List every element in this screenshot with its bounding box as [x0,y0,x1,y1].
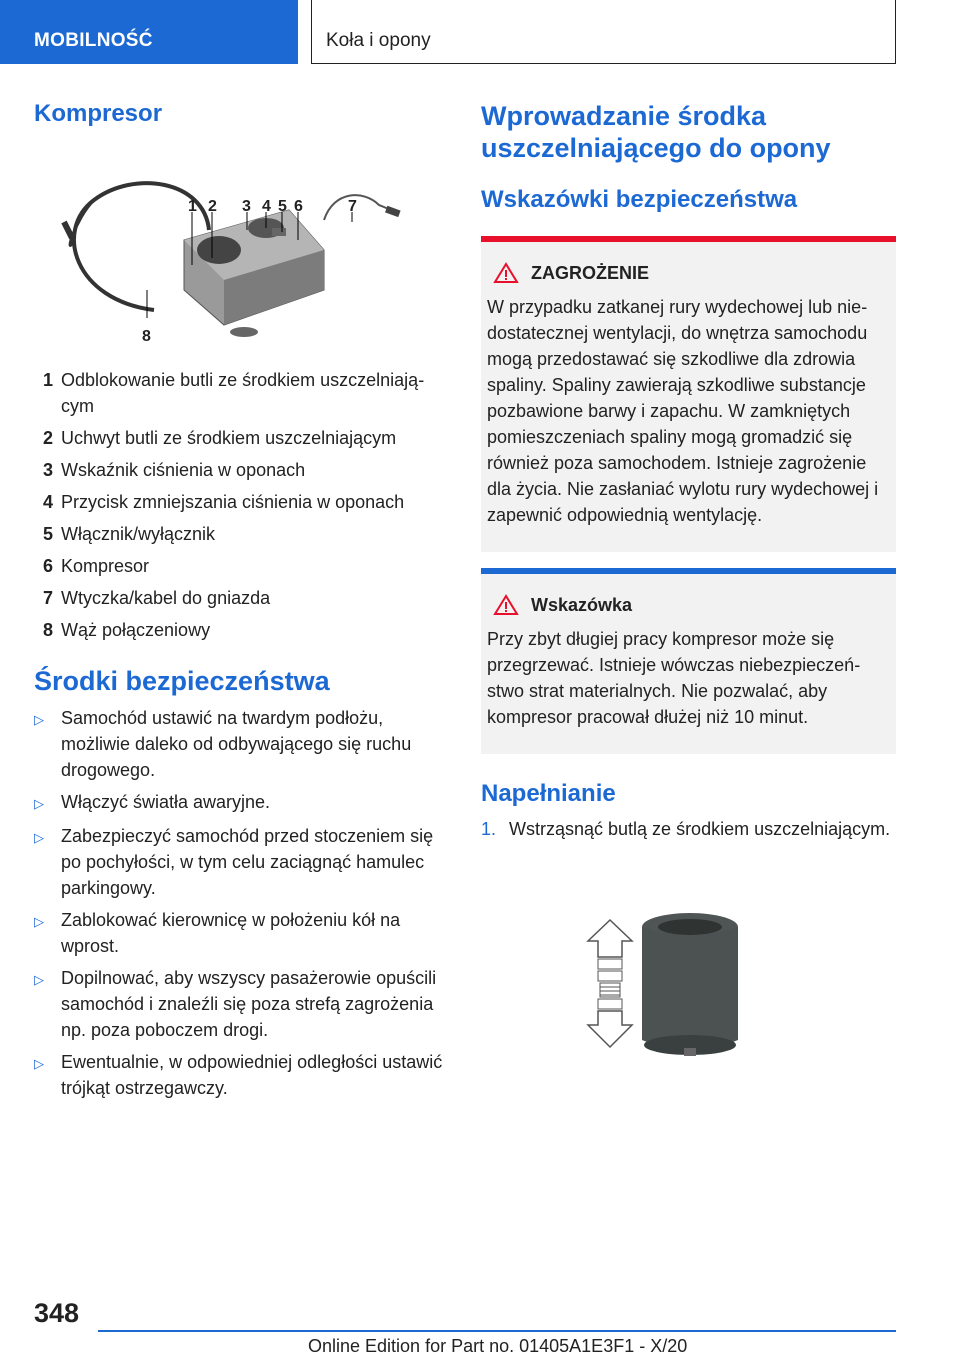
notice-title-row [493,592,888,618]
warning-triangle-icon [493,594,519,616]
danger-title-row [493,260,888,286]
list-item [34,1049,449,1101]
figure-label-4: 4 [262,198,271,215]
figure-label-1: 1 [188,198,197,215]
item-text: Uchwyt butli ze środkiem uszczelniającym [61,428,397,448]
edition-text: Online Edition for Part no. 01405A1E3F1 - X/20 [308,1336,688,1356]
item-number: 8 [42,620,53,640]
item-number: 5 [42,524,53,544]
figure-label-5: 5 [278,198,287,215]
item-text: Włączyć światła awaryjne. [61,792,271,812]
figure-label-6: 6 [294,198,303,215]
notice-title: Wskazówka [531,595,633,615]
item-number: 4 [42,492,53,512]
list-item [34,367,449,419]
section-tab: MOBILNOŚĆ [0,0,298,64]
list-item [34,489,449,515]
notice-text: Przy zbyt długiej pracy kompresor może się przegrzewać. Istnieje wówczas niebezpieczeństwo strat materialnych. Nie pozwalać, aby kompresor pracował dłużej niż 10 minut. [487,629,861,727]
compressor-drawing [34,150,449,355]
item-number: 7 [42,588,53,608]
item-number: 1 [42,370,53,390]
list-item [34,789,449,817]
page-number: 348 [34,1298,80,1328]
list-item [34,585,449,611]
page-header [0,0,960,66]
figure-label-8: 8 [142,328,151,345]
list-item [34,521,449,547]
danger-box [481,242,896,552]
list-item [34,965,449,1043]
triangle-bullet-icon: ▷ [34,1056,44,1071]
item-number: 3 [42,460,53,480]
safety-list [34,705,449,1101]
figure-label-2: 2 [208,198,217,215]
triangle-bullet-icon: ▷ [34,972,44,987]
compressor-illustration [34,150,449,355]
list-item [34,823,449,901]
shake-bottle-illustration [580,905,760,1060]
danger-title: ZAGROŻENIE [531,263,650,283]
filling-heading: Napełnianie [481,780,616,807]
step-text: Wstrząsnąć butlą ze środkiem uszczelniającym. [509,819,891,839]
item-text: Wąż połączeniowy [61,620,211,640]
chapter-tab: Koła i opony [311,0,896,64]
item-text: Odblokowanie butli ze środkiem uszczelniającym [61,370,425,416]
item-number: 6 [42,556,53,576]
triangle-bullet-icon: ▷ [34,796,44,811]
step-number: 1. [481,819,497,839]
triangle-bullet-icon: ▷ [34,712,44,727]
item-text: Samochód ustawić na twardym podłożu, możliwie daleko od odbywającego się ruchu drogowego. [61,708,412,780]
list-item [34,705,449,783]
triangle-bullet-icon: ▷ [34,830,44,845]
safety-notes-heading: Wskazówki bezpieczeństwa [481,186,798,213]
item-text: Zablokować kierownicę w położeniu kół na wprost. [61,910,401,956]
item-text: Przycisk zmniejszania ciśnienia w oponach [61,492,405,512]
danger-text: W przypadku zatkanej rury wydechowej lub niedostatecznej wentylacji, do wnętrza samochodu mogą przedostawać się szkodliwe dla zdrowia spaliny. Spaliny zawierają szkodliwe substancje pozbawione barwy i zapachu. W zamkniętych pomieszczeniach spaliny mogą gromadzić się również poza samochodem. Istnieje zagrożenie dla życia. Nie zasłaniać wylotu rury wydechowej i zapewnić odpowiednią wentylację. [487,297,879,525]
right-column [481,100,896,842]
item-text: Zabezpieczyć samochód przed stoczeniem się po pochyłości, w tym celu zaciągnąć hamulec parkingowy. [61,826,434,898]
notice-box [481,574,896,754]
item-text: Kompresor [61,556,150,576]
item-text: Ewentualnie, w odpowiedniej odległości ustawić trójkąt ostrzegawczy. [61,1052,443,1098]
figure-label-7: 7 [348,198,357,215]
item-text: Wtyczka/kabel do gniazda [61,588,271,608]
list-item [34,617,449,643]
triangle-bullet-icon: ▷ [34,914,44,929]
list-item [34,907,449,959]
compressor-heading: Kompresor [34,100,163,127]
main-heading: Wprowadzanie środka uszczelniającego do opony [481,101,831,163]
list-item [34,425,449,451]
safety-measures-heading: Środki bezpieczeństwa [34,666,330,696]
left-column [34,100,449,1107]
item-text: Dopilnować, aby wszyscy pasażerowie opuścili samochód i znaleźli się poza strefą zagrożenia np. poza poboczem drogi. [61,968,437,1040]
list-item [34,553,449,579]
footer-divider [98,1330,896,1332]
item-text: Włącznik/wyłącznik [61,524,216,544]
list-item [34,457,449,483]
item-number: 2 [42,428,53,448]
figure-label-3: 3 [242,198,251,215]
step-item [481,816,896,842]
parts-list [34,367,449,643]
item-text: Wskaźnik ciśnienia w oponach [61,460,306,480]
warning-triangle-icon [493,262,519,284]
